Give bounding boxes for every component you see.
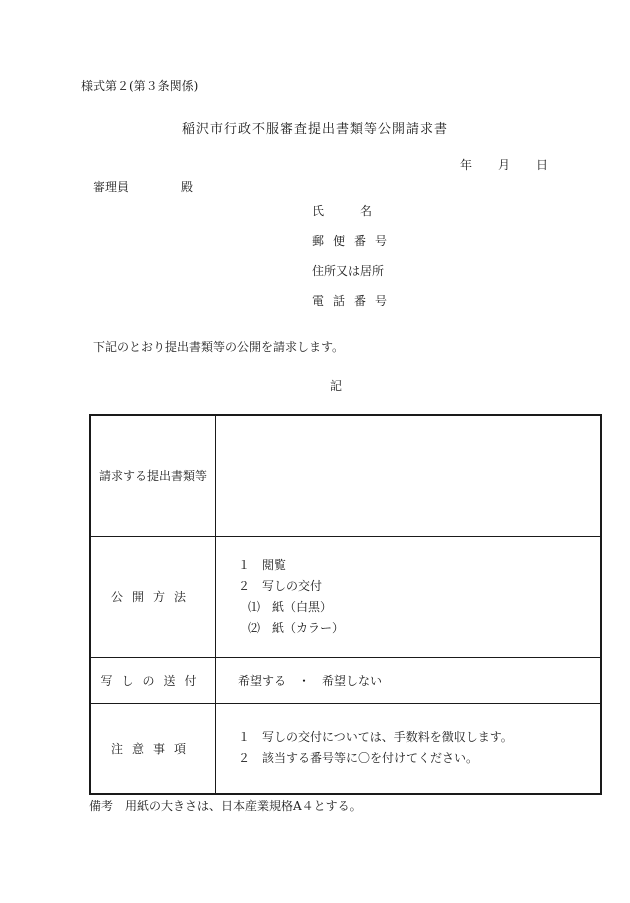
method-options bbox=[216, 536, 602, 657]
table-row-documents bbox=[90, 415, 601, 536]
table-row-delivery bbox=[90, 657, 601, 703]
date-month: 月 bbox=[498, 158, 511, 172]
lead-text: 下記のとおり提出書類等の公開を請求します。 bbox=[93, 340, 345, 354]
method-option-view[interactable]: １ 閲覧 bbox=[238, 557, 287, 572]
applicant-phone-label bbox=[312, 292, 396, 309]
method-option-paper-bw[interactable]: ⑴ 紙（白黒） bbox=[248, 599, 333, 614]
table-row-notes bbox=[90, 703, 601, 794]
method-option-copy[interactable]: ２ 写しの交付 bbox=[238, 578, 323, 593]
footnote: 備考 用紙の大きさは、日本産業規格A４とする。 bbox=[89, 799, 362, 813]
date-year: 年 bbox=[460, 158, 473, 172]
request-table bbox=[89, 414, 602, 795]
ki-heading: 記 bbox=[329, 379, 342, 393]
applicant-address-text: 住所又は居所 bbox=[312, 264, 385, 278]
notes-list bbox=[216, 703, 602, 794]
delivery-choice[interactable]: 希望する ・ 希望しない bbox=[216, 657, 602, 703]
notes-label: 注意事項 bbox=[90, 703, 216, 794]
table-row-method bbox=[90, 536, 601, 657]
applicant-phone-text: 電話番号 bbox=[312, 294, 397, 308]
addressee bbox=[93, 178, 193, 195]
applicant-postal-text: 郵便番号 bbox=[312, 234, 397, 248]
date-day: 日 bbox=[536, 158, 549, 172]
note-item: ２ 該当する番号等に〇を付けてください。 bbox=[238, 751, 479, 766]
applicant-name-text: 氏 名 bbox=[312, 204, 373, 218]
applicant-address-label bbox=[312, 262, 384, 279]
documents-field[interactable] bbox=[216, 415, 602, 536]
addressee-honorific: 殿 bbox=[181, 180, 194, 194]
applicant-name-label bbox=[312, 202, 372, 219]
method-option-paper-color[interactable]: ⑵ 紙（カラー） bbox=[248, 620, 345, 635]
applicant-postal-label bbox=[312, 232, 396, 249]
form-title: 稲沢市行政不服審査提出書類等公開請求書 bbox=[181, 122, 448, 137]
addressee-name: 審理員 bbox=[93, 180, 130, 194]
method-label: 公開方法 bbox=[90, 536, 216, 657]
note-item: １ 写しの交付については、手数料を徴収します。 bbox=[238, 730, 513, 745]
delivery-label: 写しの送付 bbox=[90, 657, 216, 703]
form-number: 様式第２(第３条関係) bbox=[81, 79, 199, 93]
documents-label: 請求する提出書類等 bbox=[90, 415, 216, 536]
